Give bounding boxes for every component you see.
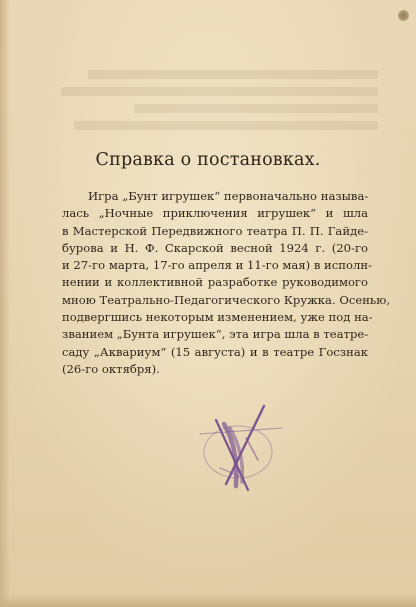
censor-stamp [186, 398, 290, 500]
paragraph-line: саду „Аквариум“ (15 августа) и в театре Госзнак [62, 344, 368, 359]
paragraph-line: мною Театрально-Педагогического Кружка. Осенью, [62, 292, 391, 307]
paragraph-line: лась „Ночные приключения игрушек“ и шла [62, 206, 368, 221]
page-title: Справка о постановках. [95, 150, 321, 170]
paper-edge-bottom [0, 595, 416, 607]
paragraph-line: подвергшись некоторым изменением, уже под на- [62, 310, 373, 325]
paragraph-line: бурова и Н. Ф. Скарской весной 1924 г. (20-го [62, 240, 368, 255]
paragraph-line: (26-го октября). [62, 361, 160, 376]
paragraph-line: и 27-го марта, 17-го апреля и 11-го мая) в исполн- [62, 258, 372, 273]
bleed-through-text [48, 62, 378, 138]
punch-hole [398, 10, 409, 21]
paragraph-line: Игра „Бунт игрушек“ первоначально называ- [88, 189, 369, 203]
paragraph-line: нении и коллективной разработке руководимого [62, 275, 368, 290]
paragraph-line: в Мастерской Передвижного театра П. П. Гайде- [62, 223, 368, 238]
body-paragraph [62, 188, 391, 378]
paragraph-line: званием „Бунта игрушек“, эта игра шла в театре- [62, 327, 369, 342]
paper-edge-left [0, 0, 10, 607]
